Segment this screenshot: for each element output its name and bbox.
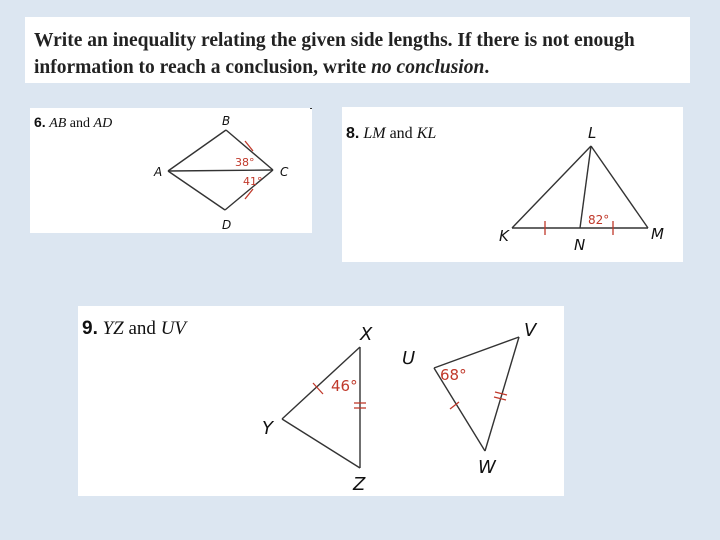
problem-9-conj: and <box>128 318 156 339</box>
angle-46-label: 46° <box>331 377 358 395</box>
segment-yz <box>282 419 360 468</box>
vertex-w-label: W <box>478 457 496 478</box>
vertex-c-label: C <box>280 165 289 179</box>
problem-8-diagram <box>342 107 683 262</box>
problem-9-panel <box>78 306 564 496</box>
vertex-z-label: Z <box>353 474 366 495</box>
problem-8-conj: and <box>389 125 413 142</box>
segment-kl <box>512 146 591 228</box>
vertex-m-label: M <box>651 225 664 243</box>
problem-8-segment-1: LM <box>363 125 386 142</box>
angle-38-label: 38° <box>235 156 255 169</box>
angle-41-label: 41° <box>243 175 263 188</box>
segment-ac <box>168 170 273 171</box>
problem-8-number: 8. <box>346 125 360 142</box>
double-tick-vw-1 <box>495 392 507 395</box>
vertex-y-label: Y <box>262 418 273 439</box>
vertex-n-label: N <box>574 236 586 254</box>
vertex-a-label: A <box>154 165 163 179</box>
problem-9-segment-2: UV <box>160 318 187 339</box>
problem-9-number: 9. <box>82 318 98 339</box>
problem-6-number: 6. <box>34 114 46 130</box>
problem-9-segment-1: YZ <box>102 318 124 339</box>
vertex-l-label: L <box>588 124 597 142</box>
instructions-period: . <box>484 57 490 78</box>
problem-8-panel <box>342 107 683 262</box>
segment-da <box>168 171 225 210</box>
problem-8-segment-2: KL <box>416 125 437 142</box>
vertex-b-label: B <box>222 114 231 128</box>
instructions-text <box>34 27 635 81</box>
instructions-line-1: Write an inequality relating the given side lengths. If there is not enough <box>34 30 635 51</box>
problem-6-conj: and <box>69 116 91 131</box>
instructions-emphasis: no conclusion <box>371 57 485 78</box>
problem-9-diagram <box>78 306 564 496</box>
problem-6-segment-1: AB <box>49 116 67 131</box>
instructions-panel <box>25 17 690 83</box>
vertex-u-label: U <box>402 348 416 369</box>
vertex-v-label: V <box>524 320 537 341</box>
angle-82-label: 82° <box>588 213 610 227</box>
problem-6-diagram <box>30 108 312 233</box>
vertex-x-label: X <box>360 324 373 345</box>
problem-6-segment-2: AD <box>93 116 113 131</box>
problem-6-panel <box>30 108 312 233</box>
vertex-k-label: K <box>499 227 509 245</box>
angle-68-label: 68° <box>440 366 467 384</box>
vertex-d-label: D <box>222 218 232 232</box>
segment-uv <box>434 337 519 368</box>
segment-ab <box>168 130 226 171</box>
instructions-line-2: information to reach a conclusion, write <box>34 57 372 78</box>
panel-corner-mark <box>310 108 312 109</box>
